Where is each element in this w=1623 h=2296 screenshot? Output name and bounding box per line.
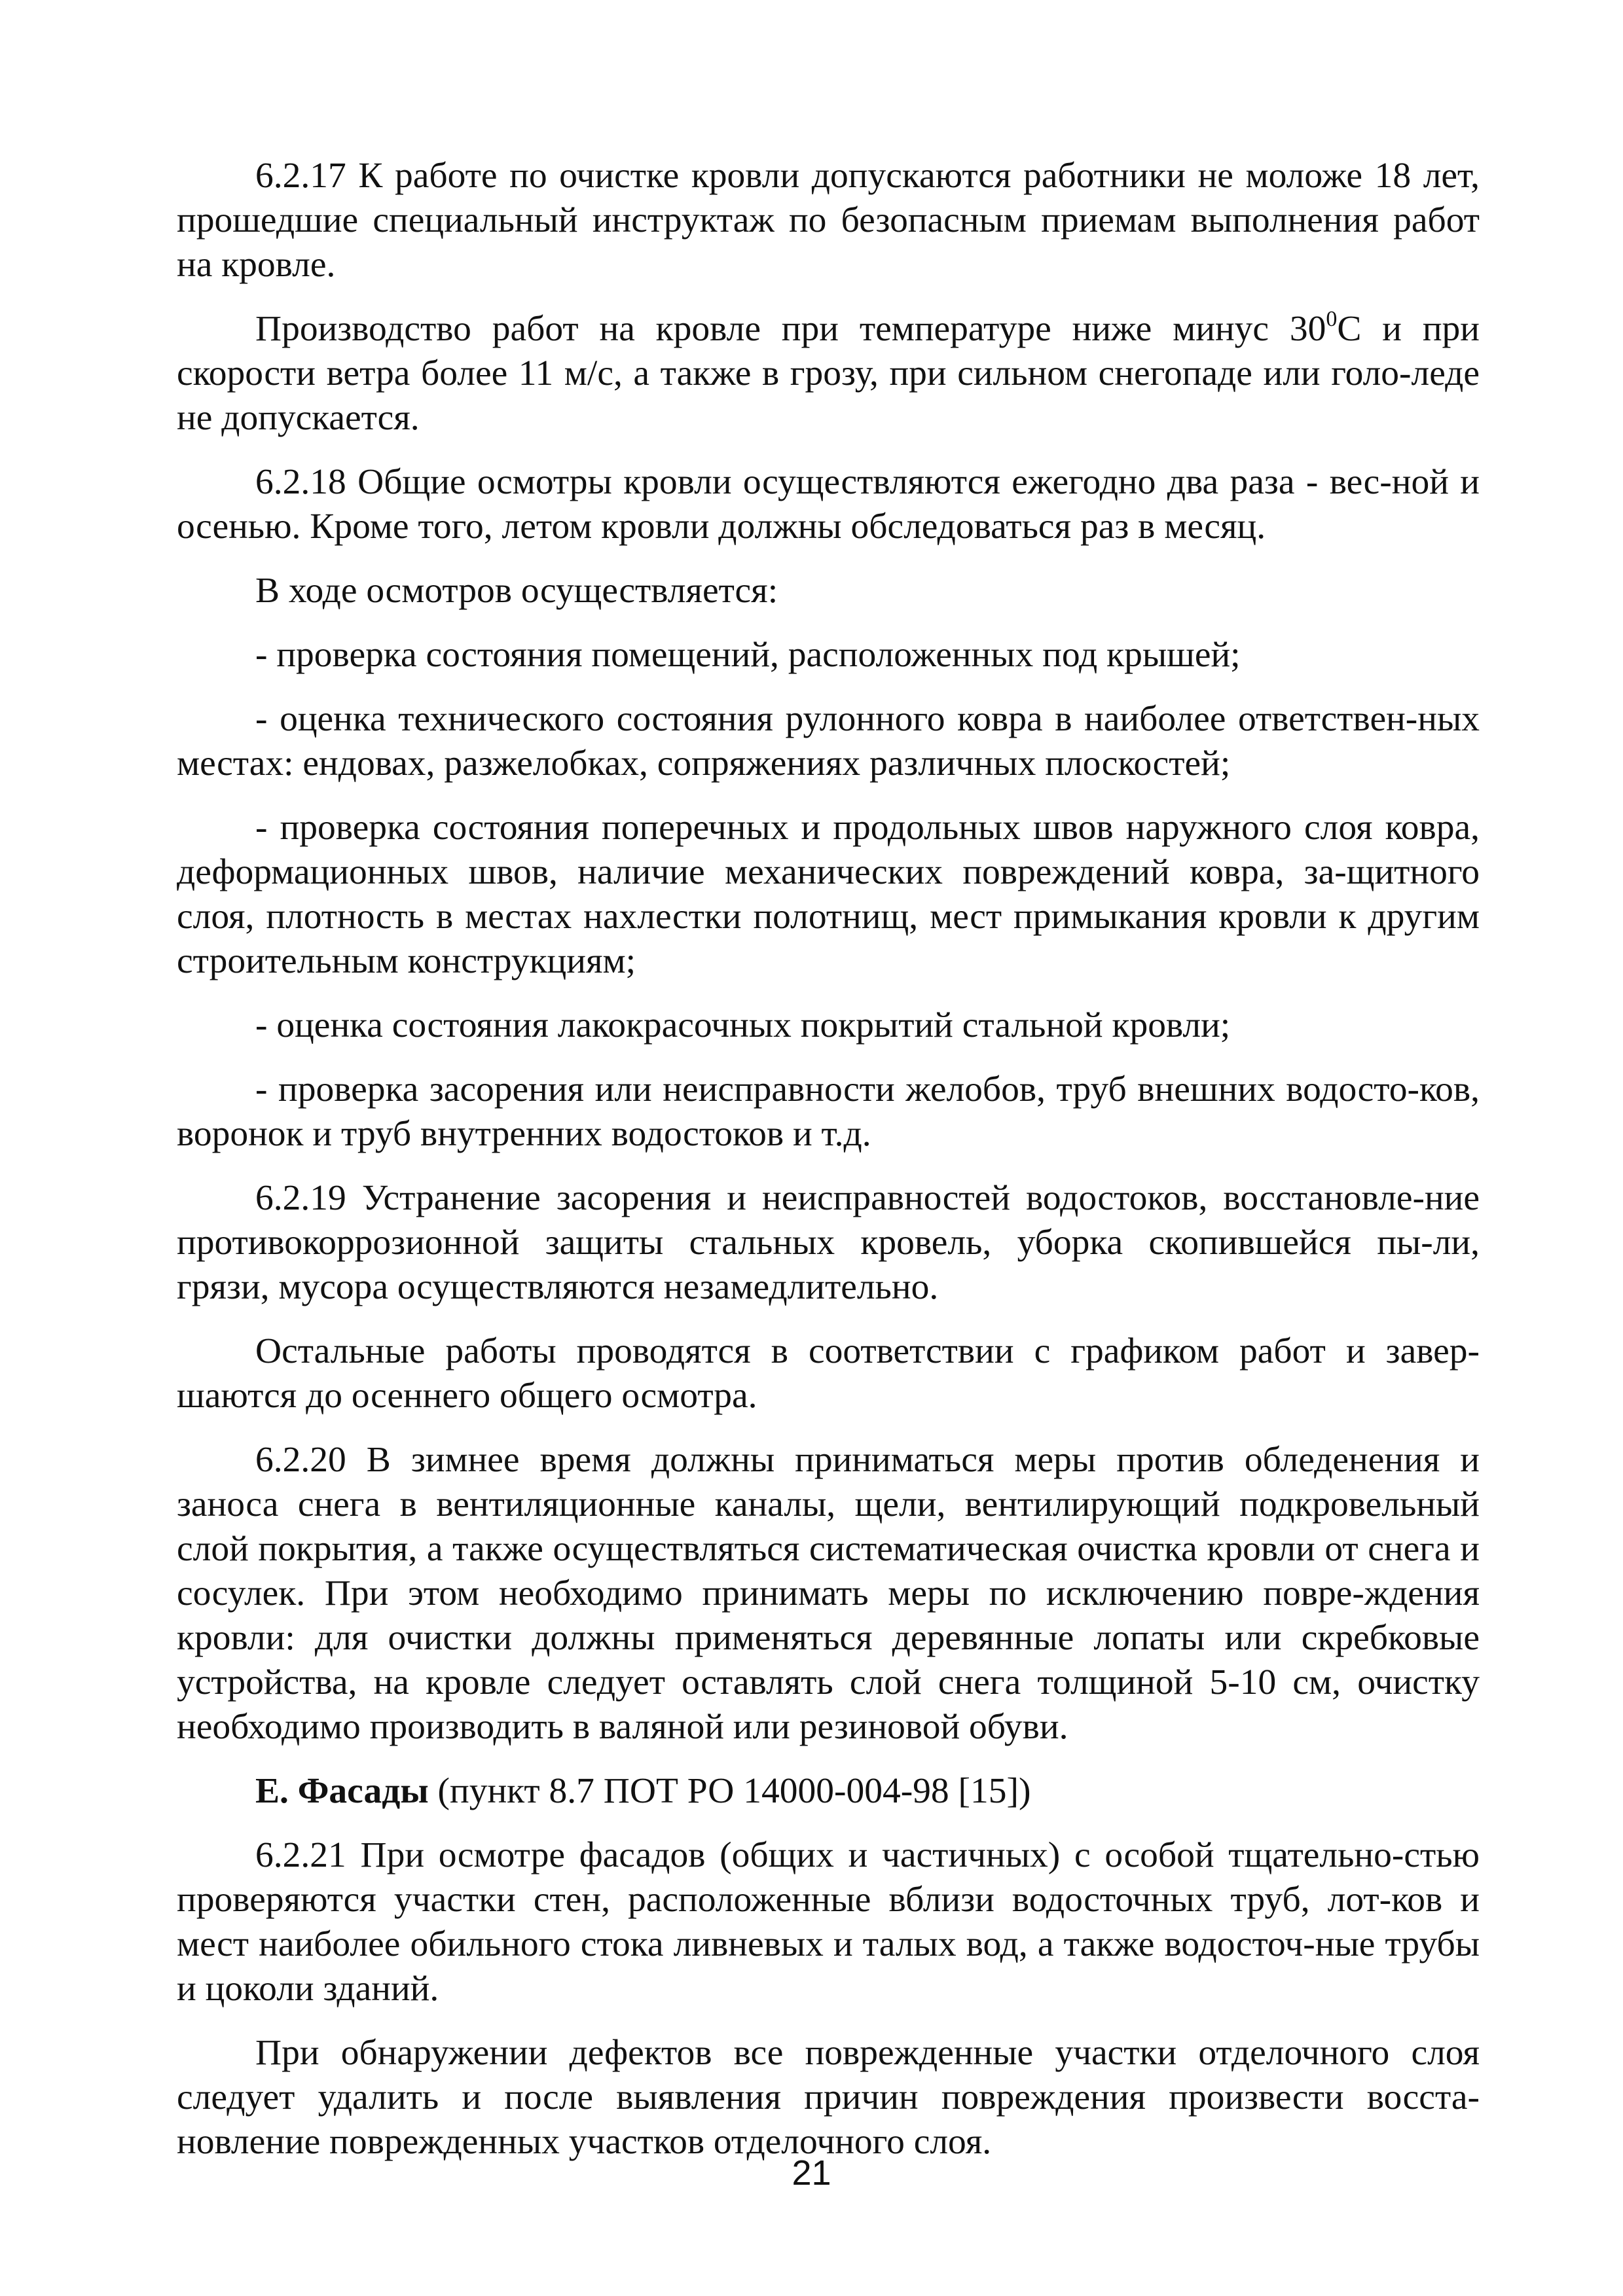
section-heading-title: Е. Фасады: [255, 1771, 429, 1811]
paragraph-6-2-19: 6.2.19 Устранение засорения и неисправностей водостоков, восстановле-ние противокоррозионной защиты стальных кровель, уборка скопившейся пы-ли, грязи, мусора осуществляются незамедлительно.: [177, 1178, 1480, 1307]
paragraph-temperature-limits: [177, 307, 1480, 440]
temperature-text-after: С и при скорости ветра более 11 м/с, а также в грозу, при сильном снегопаде или голо-леде не допускается.: [177, 309, 1480, 438]
paragraph-6-2-20: 6.2.20 В зимнее время должны приниматься меры против обледенения и заноса снега в вентиляционные каналы, щели, вентилирующий подкровельный слой покрытия, а также осуществляться систематическая очистка кровли от снега и сосулек. При этом необходимо принимать меры по исключению повре-ждения кровли: для очистки должны применяться деревянные лопаты или скребковые устройства, на кровле следует оставлять слой снега толщиной 5-10 см, очистку необходимо производить в валяной или резиновой обуви.: [177, 1440, 1480, 1747]
paragraph-6-2-18: 6.2.18 Общие осмотры кровли осуществляются ежегодно два раза - вес-ной и осенью. Кроме того, летом кровли должны обследоваться раз в месяц.: [177, 462, 1480, 547]
paragraph-other-works: Остальные работы проводятся в соответствии с графиком работ и завер-шаются до осеннего общего осмотра.: [177, 1331, 1480, 1416]
list-item-roll-carpet-assessment: - оценка технического состояния рулонного ковра в наиболее ответствен-ных местах: ендовах, разжелобках, сопряжениях различных плоскостей;: [177, 699, 1480, 783]
paragraph-defects: При обнаружении дефектов все поврежденные участки отделочного слоя следует удалить и после выявления причин повреждения произвести восста-новление поврежденных участков отделочного слоя.: [177, 2033, 1480, 2162]
degree-superscript: 0: [1326, 307, 1338, 331]
list-item-seams-check: - проверка состояния поперечных и продольных швов наружного слоя ковра, деформационных швов, наличие механических повреждений ковра, за-щитного слоя, плотность в местах нахлестки полотнищ, мест примыкания кровли к другим строительным конструкциям;: [177, 808, 1480, 981]
page-number: 21: [792, 2153, 831, 2193]
temperature-text-before: Производство работ на кровле при температуре ниже минус 30: [255, 309, 1326, 349]
section-heading-facades: [177, 1769, 1480, 1814]
paragraph-inspection-intro: В ходе осмотров осуществляется:: [255, 571, 778, 611]
paragraph-6-2-17: 6.2.17 К работе по очистке кровли допускаются работники не моложе 18 лет, прошедшие специальный инструктаж по безопасным приемам выполнения работ на кровле.: [177, 156, 1480, 285]
list-item-paint-coating-assessment: - оценка состояния лакокрасочных покрытий стальной кровли;: [255, 1005, 1231, 1045]
section-heading-reference: (пункт 8.7 ПОТ РО 14000-004-98 [15]): [428, 1771, 1031, 1811]
list-item-drainage-check: - проверка засорения или неисправности желобов, труб внешних водосто-ков, воронок и труб внутренних водостоков и т.д.: [177, 1069, 1480, 1154]
list-item-premises-check: - проверка состояния помещений, расположенных под крышей;: [255, 635, 1241, 675]
paragraph-6-2-21: 6.2.21 При осмотре фасадов (общих и частичных) с особой тщательно-стью проверяются участки стен, расположенные вблизи водосточных труб, лот-ков и мест наиболее обильного стока ливневых и талых вод, а также водосточ-ные трубы и цоколи зданий.: [177, 1835, 1480, 2009]
page-body: [177, 154, 1480, 2184]
